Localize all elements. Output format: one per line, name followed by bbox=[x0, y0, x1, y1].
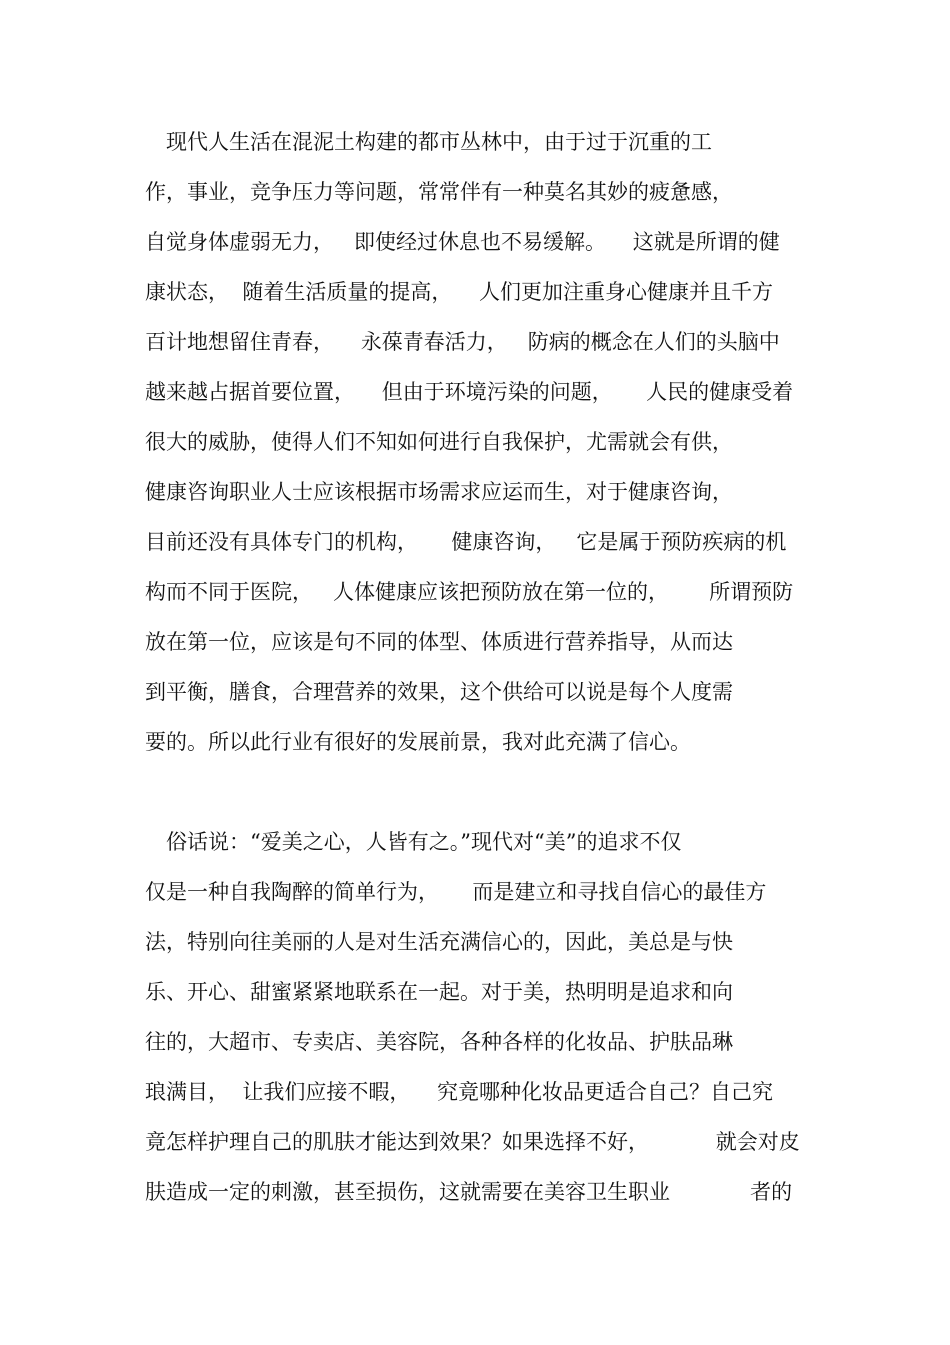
text-line: 肤造成一定的刺激，甚至损伤，这就需要在美容卫生职业 者的 bbox=[145, 1180, 793, 1204]
text-line: 现代人生活在混泥土构建的都市丛林中，由于过于沉重的工 bbox=[166, 130, 712, 154]
text-line: 到平衡，膳食，合理营养的效果，这个供给可以说是每个人度需 bbox=[145, 680, 733, 704]
text-line: 越来越占据首要位置， 但由于环境污染的问题， 人民的健康受着 bbox=[145, 380, 794, 404]
text-line: 俗话说：“爱美之心，人皆有之。”现代对“美”的追求不仅 bbox=[166, 830, 682, 854]
text-line: 康状态， 随着生活质量的提高， 人们更加注重身心健康并且千方 bbox=[145, 280, 774, 304]
text-line: 往的，大超市、专卖店、美容院，各种各样的化妆品、护肤品琳 bbox=[145, 1030, 733, 1054]
text-line: 健康咨询职业人士应该根据市场需求应运而生，对于健康咨询， bbox=[145, 480, 733, 504]
text-line: 要的。所以此行业有很好的发展前景，我对此充满了信心。 bbox=[145, 730, 691, 754]
text-line: 放在第一位，应该是句不同的体型、体质进行营养指导，从而达 bbox=[145, 630, 733, 654]
text-line: 琅满目， 让我们应接不暇， 究竟哪种化妆品更适合自己？自己究 bbox=[145, 1080, 774, 1104]
text-line: 法，特别向往美丽的人是对生活充满信心的，因此，美总是与快 bbox=[145, 930, 733, 954]
text-line: 自觉身体虚弱无力， 即使经过休息也不易缓解。 这就是所谓的健 bbox=[145, 230, 780, 254]
text-line: 竟怎样护理自己的肌肤才能达到效果？如果选择不好， 就会对皮 bbox=[145, 1130, 800, 1154]
text-line: 仅是一种自我陶醉的简单行为， 而是建立和寻找自信心的最佳方 bbox=[145, 880, 767, 904]
text-line: 作，事业，竞争压力等问题，常常伴有一种莫名其妙的疲惫感， bbox=[145, 180, 733, 204]
paragraph-health-consulting bbox=[145, 117, 825, 767]
text-line: 百计地想留住青春， 永葆青春活力， 防病的概念在人们的头脑中 bbox=[145, 330, 780, 354]
text-line: 很大的威胁，使得人们不知如何进行自我保护，尤需就会有供， bbox=[145, 430, 733, 454]
text-line: 构而不同于医院， 人体健康应该把预防放在第一位的， 所谓预防 bbox=[145, 580, 794, 604]
paragraph-beauty-pursuit bbox=[145, 817, 825, 1217]
text-line: 目前还没有具体专门的机构， 健康咨询， 它是属于预防疾病的机 bbox=[145, 530, 787, 554]
text-line: 乐、开心、甜蜜紧紧地联系在一起。对于美，热明明是追求和向 bbox=[145, 980, 733, 1004]
